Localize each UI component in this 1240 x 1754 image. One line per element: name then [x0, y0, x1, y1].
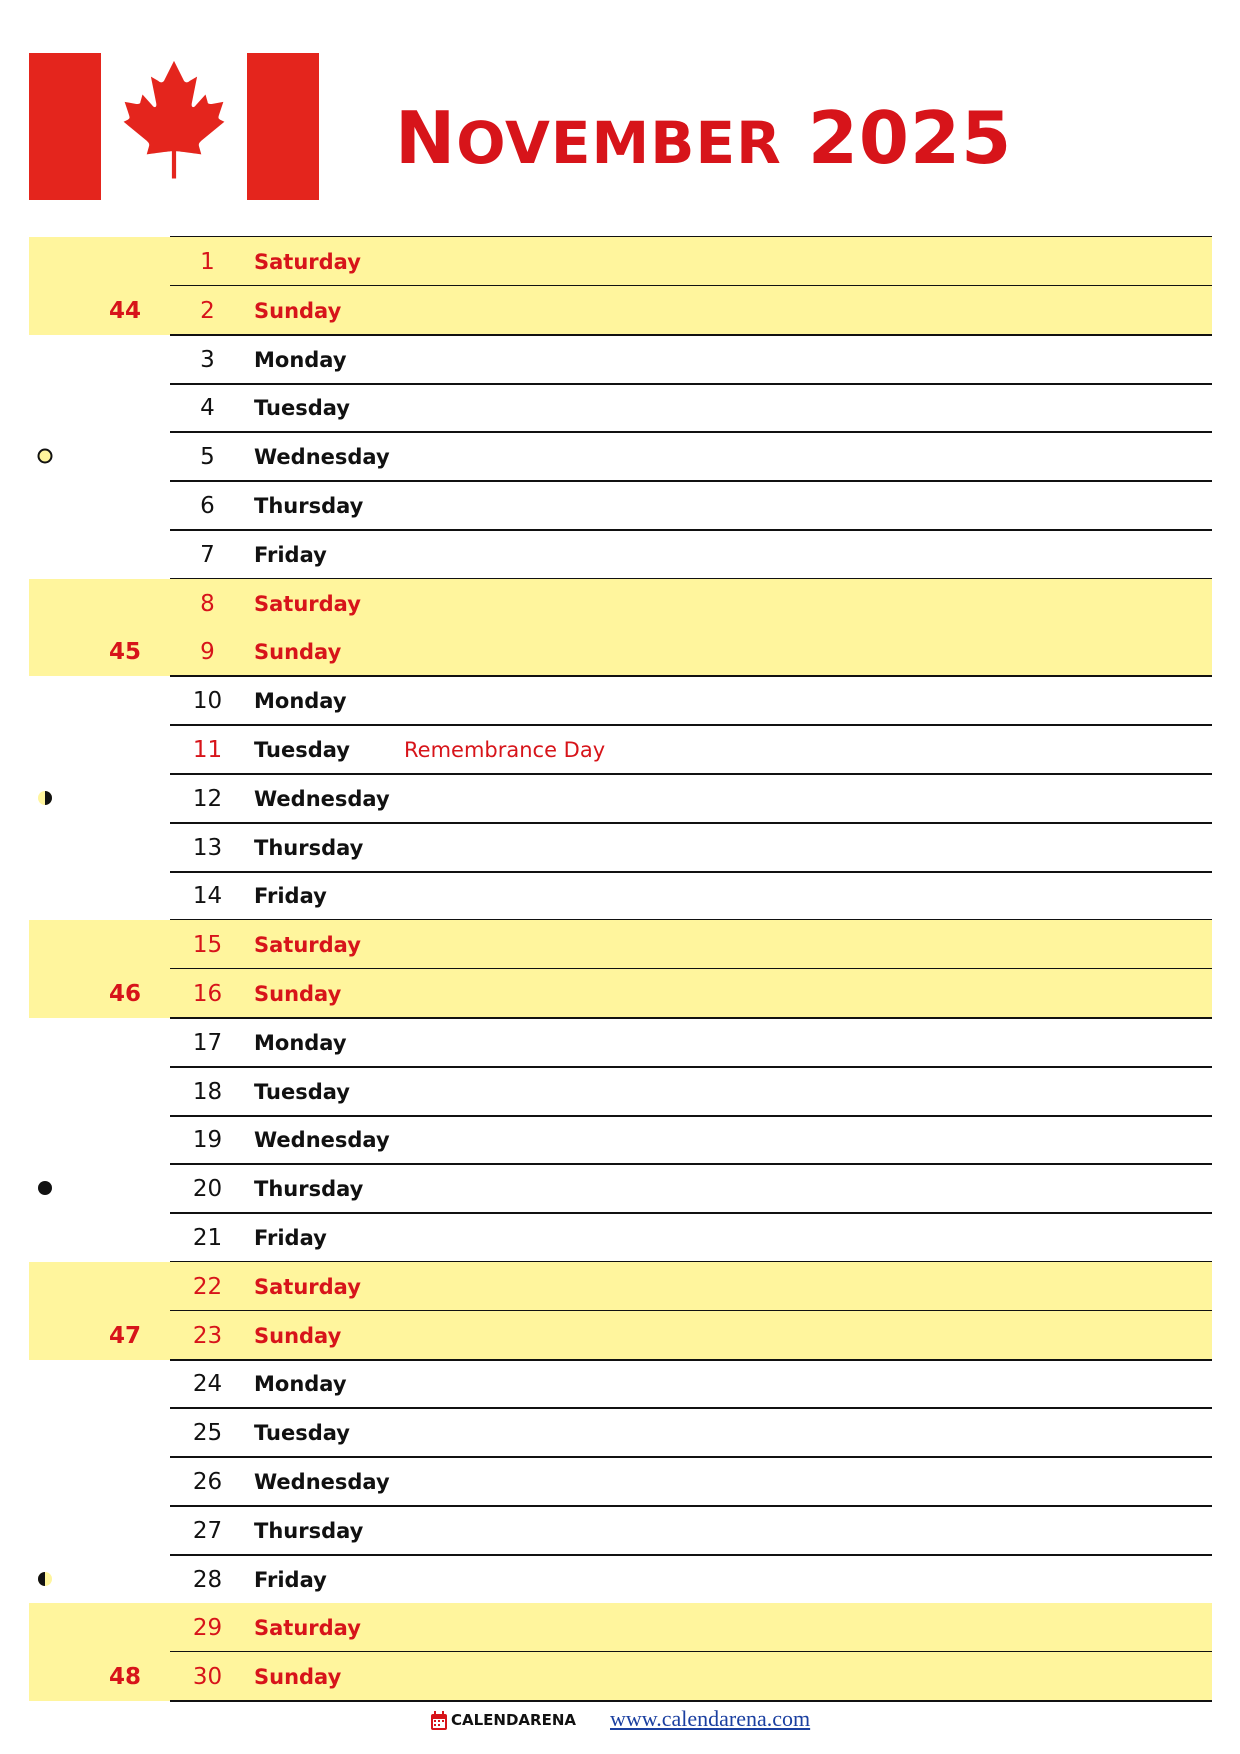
day-name: Tuesday [254, 1421, 350, 1446]
day-name: Saturday [254, 591, 361, 616]
day-name: Thursday [254, 494, 364, 518]
day-name: Wednesday [254, 1128, 390, 1153]
day-name: Friday [254, 884, 327, 909]
day-number: 19 [192, 1127, 223, 1154]
day-name: Friday [254, 1567, 327, 1592]
brand-name: CALENDARENA [451, 1711, 576, 1729]
week-number: 48 [108, 1664, 141, 1691]
day-name: Tuesday [254, 396, 350, 421]
day-row [0, 1652, 1240, 1701]
day-number: 21 [192, 1225, 223, 1251]
last-quarter-moon-icon [37, 790, 53, 806]
day-name: Thursday [254, 835, 364, 860]
month-title: NOVEMBER [395, 96, 782, 180]
day-row [0, 627, 1240, 676]
day-number: 3 [200, 346, 215, 373]
day-number: 1 [200, 249, 215, 275]
day-name: Wednesday [254, 786, 390, 811]
day-number: 11 [192, 737, 223, 763]
day-row [0, 969, 1240, 1018]
calendar-icon [430, 1711, 448, 1731]
day-row [0, 1603, 1240, 1652]
full-moon-icon [37, 448, 53, 464]
day-name: Saturday [254, 1616, 361, 1641]
day-number: 2 [200, 297, 215, 324]
day-name: Saturday [254, 250, 361, 274]
day-number: 4 [200, 395, 215, 422]
day-row [0, 1311, 1240, 1360]
day-row [0, 481, 1240, 530]
day-number: 12 [192, 785, 223, 812]
day-number: 18 [192, 1078, 223, 1105]
day-name: Thursday [254, 1177, 364, 1202]
day-name: Sunday [254, 982, 342, 1006]
week-number: 46 [108, 981, 141, 1007]
day-name: Monday [254, 1030, 347, 1055]
day-name: Monday [254, 1372, 347, 1397]
day-name: Tuesday [254, 738, 350, 762]
day-name: Monday [254, 689, 347, 714]
day-row [0, 1213, 1240, 1262]
footer [0, 1702, 1240, 1738]
day-number: 10 [192, 688, 223, 715]
day-number: 22 [192, 1273, 223, 1300]
day-row [0, 1506, 1240, 1555]
week-number: 47 [108, 1322, 141, 1349]
day-name: Wednesday [254, 445, 390, 470]
day-name: Monday [254, 347, 347, 372]
day-name: Sunday [254, 640, 342, 665]
week-number: 44 [108, 297, 141, 324]
day-number: 6 [200, 493, 215, 519]
day-number: 24 [192, 1371, 223, 1398]
day-row [0, 335, 1240, 384]
day-number: 28 [192, 1566, 223, 1593]
page-title [395, 88, 1012, 193]
day-row [0, 530, 1240, 579]
canada-flag-icon [29, 53, 319, 200]
day-name: Tuesday [254, 1079, 350, 1104]
day-number: 8 [200, 590, 215, 617]
day-row [0, 237, 1240, 286]
day-name: Saturday [254, 933, 361, 958]
brand-logo [430, 1708, 576, 1732]
day-number: 16 [192, 981, 223, 1007]
day-name: Friday [254, 542, 327, 567]
day-number: 30 [192, 1664, 223, 1691]
day-row [0, 1555, 1240, 1604]
first-quarter-moon-icon [37, 1571, 53, 1587]
day-name: Sunday [254, 298, 342, 323]
day-name: Sunday [254, 1323, 342, 1348]
day-row [0, 579, 1240, 628]
day-number: 17 [192, 1029, 223, 1056]
day-row [0, 383, 1240, 432]
day-row [0, 871, 1240, 920]
year-title: 2025 [807, 96, 1013, 180]
day-number: 14 [192, 883, 223, 910]
day-number: 9 [200, 639, 215, 666]
website-link[interactable]: www.calendarena.com [610, 1706, 811, 1731]
day-number: 13 [192, 834, 223, 861]
day-number: 27 [192, 1517, 223, 1544]
day-name: Wednesday [254, 1470, 390, 1494]
day-row [0, 823, 1240, 872]
day-number: 29 [192, 1615, 223, 1642]
day-number: 20 [192, 1176, 223, 1203]
week-number: 45 [108, 639, 141, 666]
day-number: 7 [200, 541, 215, 568]
day-name: Sunday [254, 1665, 342, 1690]
new-moon-icon [37, 1180, 53, 1196]
day-row [0, 432, 1240, 481]
holiday-label: Remembrance Day [404, 738, 606, 762]
day-number: 5 [200, 444, 215, 471]
day-number: 25 [192, 1420, 223, 1447]
day-row [0, 774, 1240, 823]
day-name: Saturday [254, 1274, 361, 1299]
day-row [0, 1067, 1240, 1116]
day-number: 26 [192, 1469, 223, 1495]
day-row [0, 1359, 1240, 1408]
day-row [0, 1115, 1240, 1164]
day-number: 15 [192, 932, 223, 959]
day-name: Thursday [254, 1518, 364, 1543]
day-row [0, 920, 1240, 969]
day-row [0, 1262, 1240, 1311]
day-row [0, 1164, 1240, 1213]
day-row [0, 286, 1240, 335]
day-number: 23 [192, 1322, 223, 1349]
day-row [0, 1408, 1240, 1457]
day-row [0, 1018, 1240, 1067]
day-row [0, 676, 1240, 725]
day-row [0, 725, 1240, 774]
day-row [0, 1457, 1240, 1506]
day-name: Friday [254, 1226, 327, 1250]
